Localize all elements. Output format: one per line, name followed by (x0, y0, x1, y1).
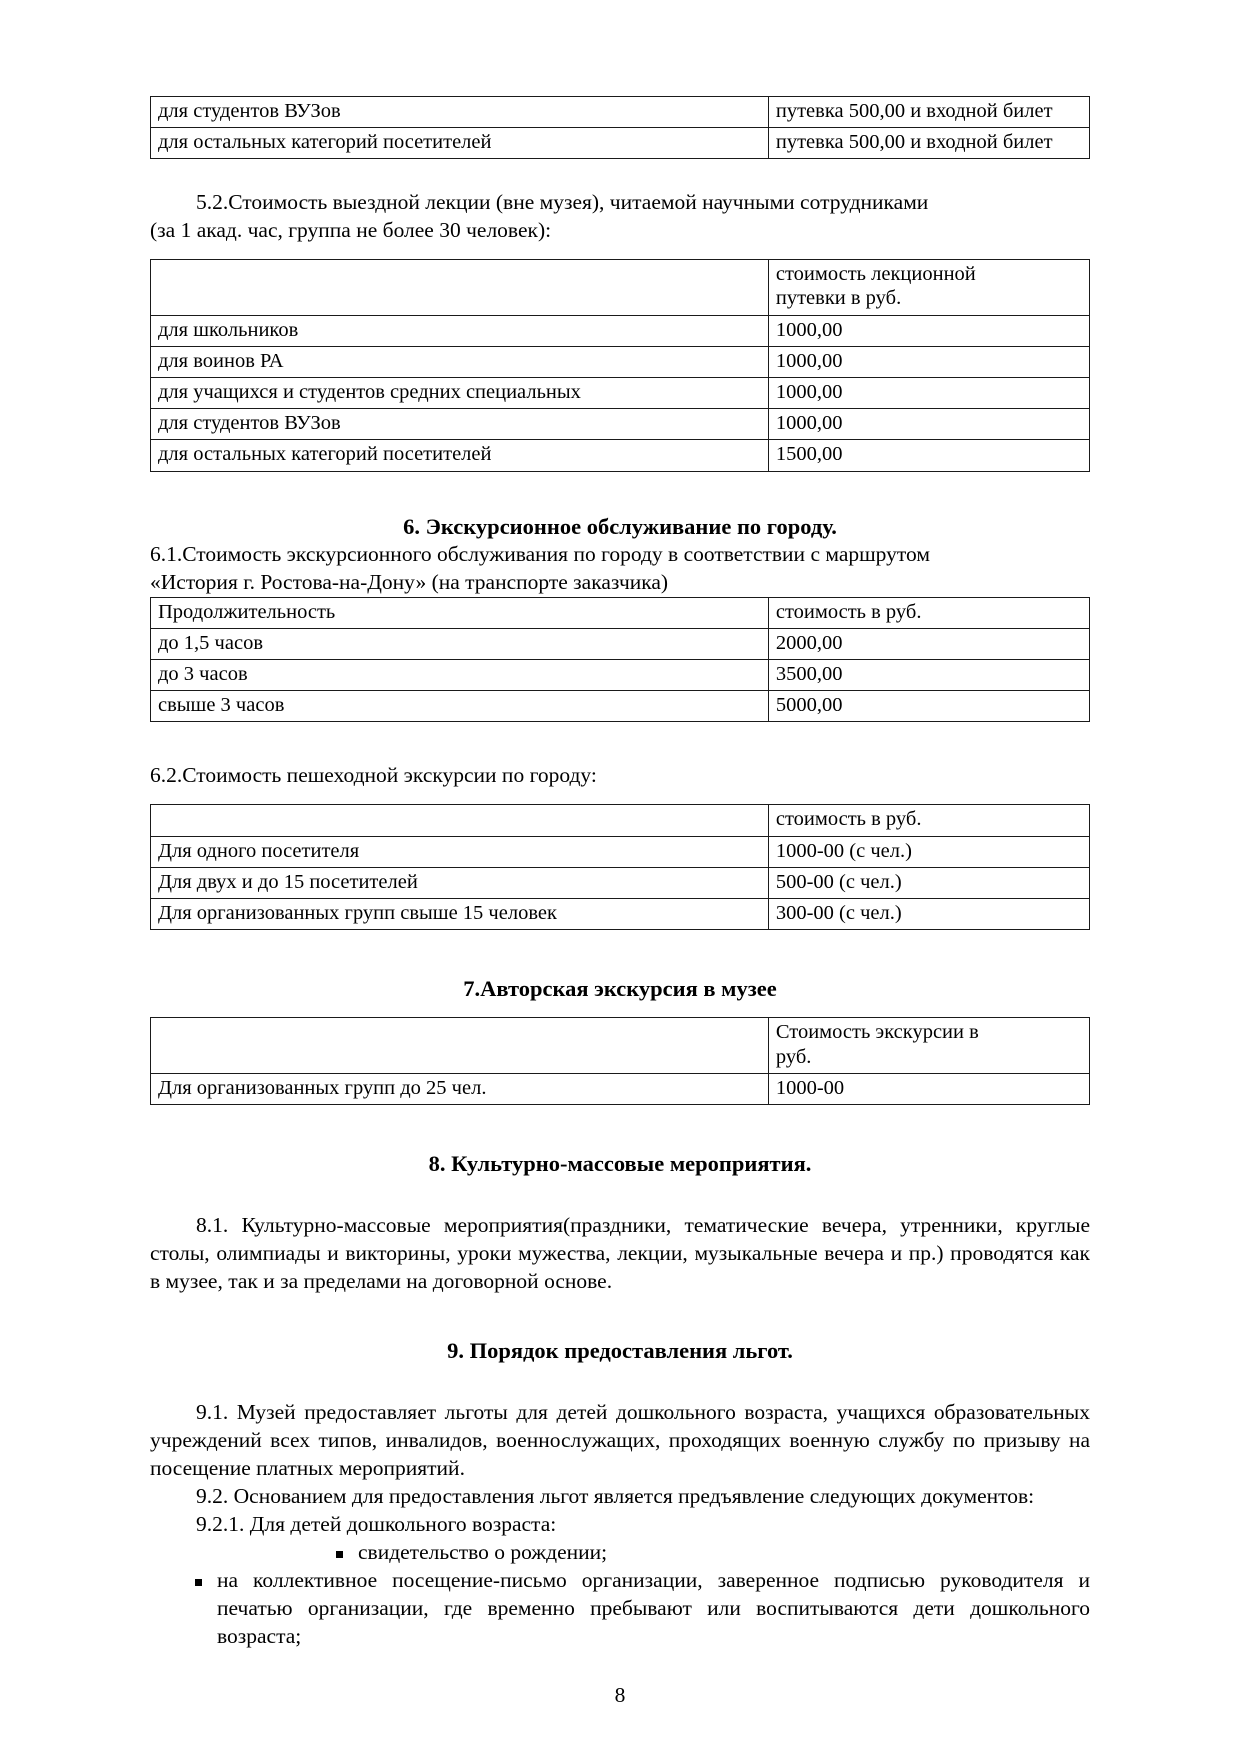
table-continued-lecture-prices (150, 96, 1090, 159)
table-offsite-lecture-prices (150, 259, 1090, 471)
paragraph-9-2: 9.2. Основанием для предоставления льгот является предъявление следующих документов: (196, 1484, 1035, 1509)
header-line-2: руб. (775, 1045, 812, 1068)
table-row (151, 378, 1090, 409)
heading-section-7: 7.Авторская экскурсия в музее (463, 976, 777, 1002)
table-row (151, 836, 1090, 867)
spacer (150, 930, 1090, 974)
paragraph-5-2-line1: 5.2.Стоимость выездной лекции (вне музея), читаемой научными сотрудниками (196, 190, 929, 215)
spacer (150, 245, 1090, 259)
heading-section-6: 6. Экскурсионное обслуживание по городу. (403, 513, 837, 539)
list-item (195, 1567, 1090, 1651)
column-header-price (768, 260, 1089, 315)
cell-value: 1000,00 (768, 346, 1089, 377)
column-header-duration: Продолжительность (151, 597, 769, 628)
page-content (150, 96, 1090, 1651)
cell-value: 1500,00 (768, 440, 1089, 471)
table-row (151, 867, 1090, 898)
cell-value: 3500,00 (768, 660, 1089, 691)
column-header-price: стоимость в руб. (768, 805, 1089, 836)
spacer (150, 1003, 1090, 1017)
paragraph-5-2-line2: (за 1 акад. час, группа не более 30 человек): (150, 218, 552, 243)
cell-value: 500-00 (с чел.) (768, 867, 1089, 898)
table-row (151, 409, 1090, 440)
column-header-price: стоимость в руб. (768, 597, 1089, 628)
cell-value: 1000,00 (768, 315, 1089, 346)
heading-section-8: 8. Культурно-массовые мероприятия. (428, 1150, 812, 1176)
paragraph-6-2: 6.2.Стоимость пешеходной экскурсии по городу: (150, 763, 597, 788)
cell-label: до 1,5 часов (151, 628, 769, 659)
table-city-tour-prices (150, 597, 1090, 723)
column-header-category (151, 805, 769, 836)
cell-label: Для организованных групп до 25 чел. (151, 1073, 769, 1104)
paragraph-6-1-line2: «История г. Ростова-на-Дону» (на транспорте заказчика) (150, 569, 669, 594)
header-line-2: путевки в руб. (775, 287, 902, 310)
cell-label: Для организованных групп свыше 15 человек (151, 898, 769, 929)
table-header-row (151, 260, 1090, 315)
list-item-label: свидетельство о рождении; (358, 1539, 608, 1564)
cell-value: путевка 500,00 и входной билет (768, 97, 1089, 128)
cell-label: свыше 3 часов (151, 691, 769, 722)
column-header-price (768, 1018, 1089, 1073)
benefits-document-list (150, 1539, 1090, 1651)
page-number: 8 (614, 1683, 626, 1707)
list-item-label: на коллективное посещение-письмо организации, заверенное подписью руководителя и печатью организации, где временно пребывают или воспитываются дети дошкольного возраста; (217, 1567, 1090, 1648)
table-row (151, 346, 1090, 377)
cell-label: для студентов ВУЗов (151, 409, 769, 440)
table-header-row (151, 597, 1090, 628)
table-walking-tour-prices (150, 804, 1090, 930)
header-line-1: стоимость лекционной (775, 263, 976, 286)
table-row (151, 128, 1090, 159)
cell-label: для студентов ВУЗов (151, 97, 769, 128)
table-row (151, 628, 1090, 659)
cell-value: 1000,00 (768, 378, 1089, 409)
heading-section-9: 9. Порядок предоставления льгот. (447, 1338, 793, 1363)
square-bullet-icon (336, 1551, 343, 1558)
cell-label: для воинов РА (151, 346, 769, 377)
paragraph-8-1: 8.1. Культурно-массовые мероприятия(праздники, тематические вечера, утренники, круглые столы, олимпиады и викторины, уроки мужества, лекции, музыкальные вечера и пр.) проводятся как в музее, так и за пределами на договорной основе. (150, 1213, 1090, 1294)
spacer (150, 722, 1090, 762)
cell-label: для школьников (151, 315, 769, 346)
paragraph-9-2-1: 9.2.1. Для детей дошкольного возраста: (196, 1512, 557, 1536)
cell-value: 1000-00 (768, 1073, 1089, 1104)
cell-label: для учащихся и студентов средних специальных (151, 378, 769, 409)
table-row (151, 315, 1090, 346)
table-row (151, 1073, 1090, 1104)
table-header-row (151, 1018, 1090, 1073)
spacer (150, 159, 1090, 189)
cell-label: до 3 часов (151, 660, 769, 691)
square-bullet-icon (195, 1579, 202, 1586)
list-item (336, 1539, 1090, 1567)
spacer (150, 790, 1090, 804)
table-author-tour-prices (150, 1017, 1090, 1105)
spacer (150, 1296, 1090, 1336)
table-row (151, 660, 1090, 691)
table-row (151, 691, 1090, 722)
spacer (150, 1105, 1090, 1149)
spacer (150, 1178, 1090, 1212)
paragraph-6-1-line1: 6.1.Стоимость экскурсионного обслуживания по городу в соответствии с маршрутом (150, 541, 930, 566)
cell-label: для остальных категорий посетителей (151, 440, 769, 471)
spacer (150, 472, 1090, 512)
cell-value: 1000-00 (с чел.) (768, 836, 1089, 867)
cell-label: для остальных категорий посетителей (151, 128, 769, 159)
cell-value: 300-00 (с чел.) (768, 898, 1089, 929)
cell-value: 1000,00 (768, 409, 1089, 440)
paragraph-9-1: 9.1. Музей предоставляет льготы для детей дошкольного возраста, учащихся образовательных учреждений всех типов, инвалидов, военнослужащих, проходящих военную службу по призыву на посещение платных мероприятий. (150, 1400, 1090, 1481)
cell-value: путевка 500,00 и входной билет (768, 128, 1089, 159)
table-row (151, 440, 1090, 471)
cell-label: Для одного посетителя (151, 836, 769, 867)
cell-value: 2000,00 (768, 628, 1089, 659)
table-header-row (151, 805, 1090, 836)
header-line-1: Стоимость экскурсии в (775, 1021, 979, 1044)
spacer (150, 1365, 1090, 1399)
cell-label: Для двух и до 15 посетителей (151, 867, 769, 898)
column-header-category (151, 1018, 769, 1073)
column-header-category (151, 260, 769, 315)
cell-value: 5000,00 (768, 691, 1089, 722)
table-row (151, 898, 1090, 929)
table-row (151, 97, 1090, 128)
